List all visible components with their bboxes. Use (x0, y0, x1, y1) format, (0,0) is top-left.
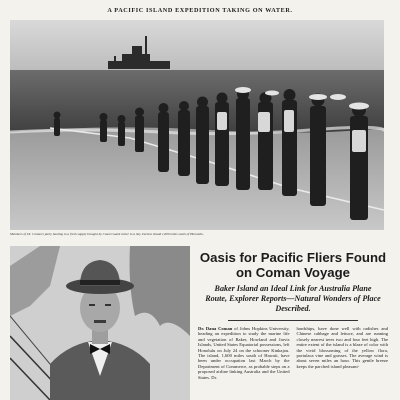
article-column-1-text: of Johns Hopkins University, heading an expedition to study the marine life and vegetation of Baker, Howland and Jarvis Islands, United States Equatorial possessions, left Honolulu on July 24 on the schooner Kinkajou. The island, 1,600 miles south of Hawaii, have been under occupation last March by the Department of Commerce, as probable steps on a proposed airline linking Australia and the United States. Dr. (198, 326, 290, 380)
article-column-2: hardships, have done well with radishes and Chinese cabbage and lettuce, and are running closely nearest trees two and four feet high. The entire extent of the island is a blaze of color with the vivid blossoming of the yellow flora, portulaca vine and grasses. The average wind is about seven miles an hour. This gentle breeze keeps the parched island pleasant- (296, 326, 388, 369)
portrait-photo (10, 246, 190, 400)
beach-scene-image (10, 20, 384, 230)
article-lead-name: Dr. Dana Coman (198, 326, 233, 331)
expedition-photo (10, 20, 384, 230)
photo-caption: Members of Dr. Coman's party hauling in a fresh supply brought by Coast Guard cutter to a tiny treeless island 1,600 miles south of Honolulu. (10, 232, 204, 236)
portrait-image (10, 246, 190, 400)
page-headline: A PACIFIC ISLAND EXPEDITION TAKING ON WATER. (107, 7, 293, 14)
article (198, 244, 388, 400)
article-headline: Oasis for Pacific Fliers Found on Coman Voyage (199, 250, 387, 280)
article-column-1 (198, 326, 290, 380)
article-columns (198, 326, 388, 380)
article-subhead: Baker Island an Ideal Link for Australia Plane Route, Explorer Reports—Natural Wonders of Place Described. (205, 284, 381, 313)
article-rule (228, 320, 358, 321)
